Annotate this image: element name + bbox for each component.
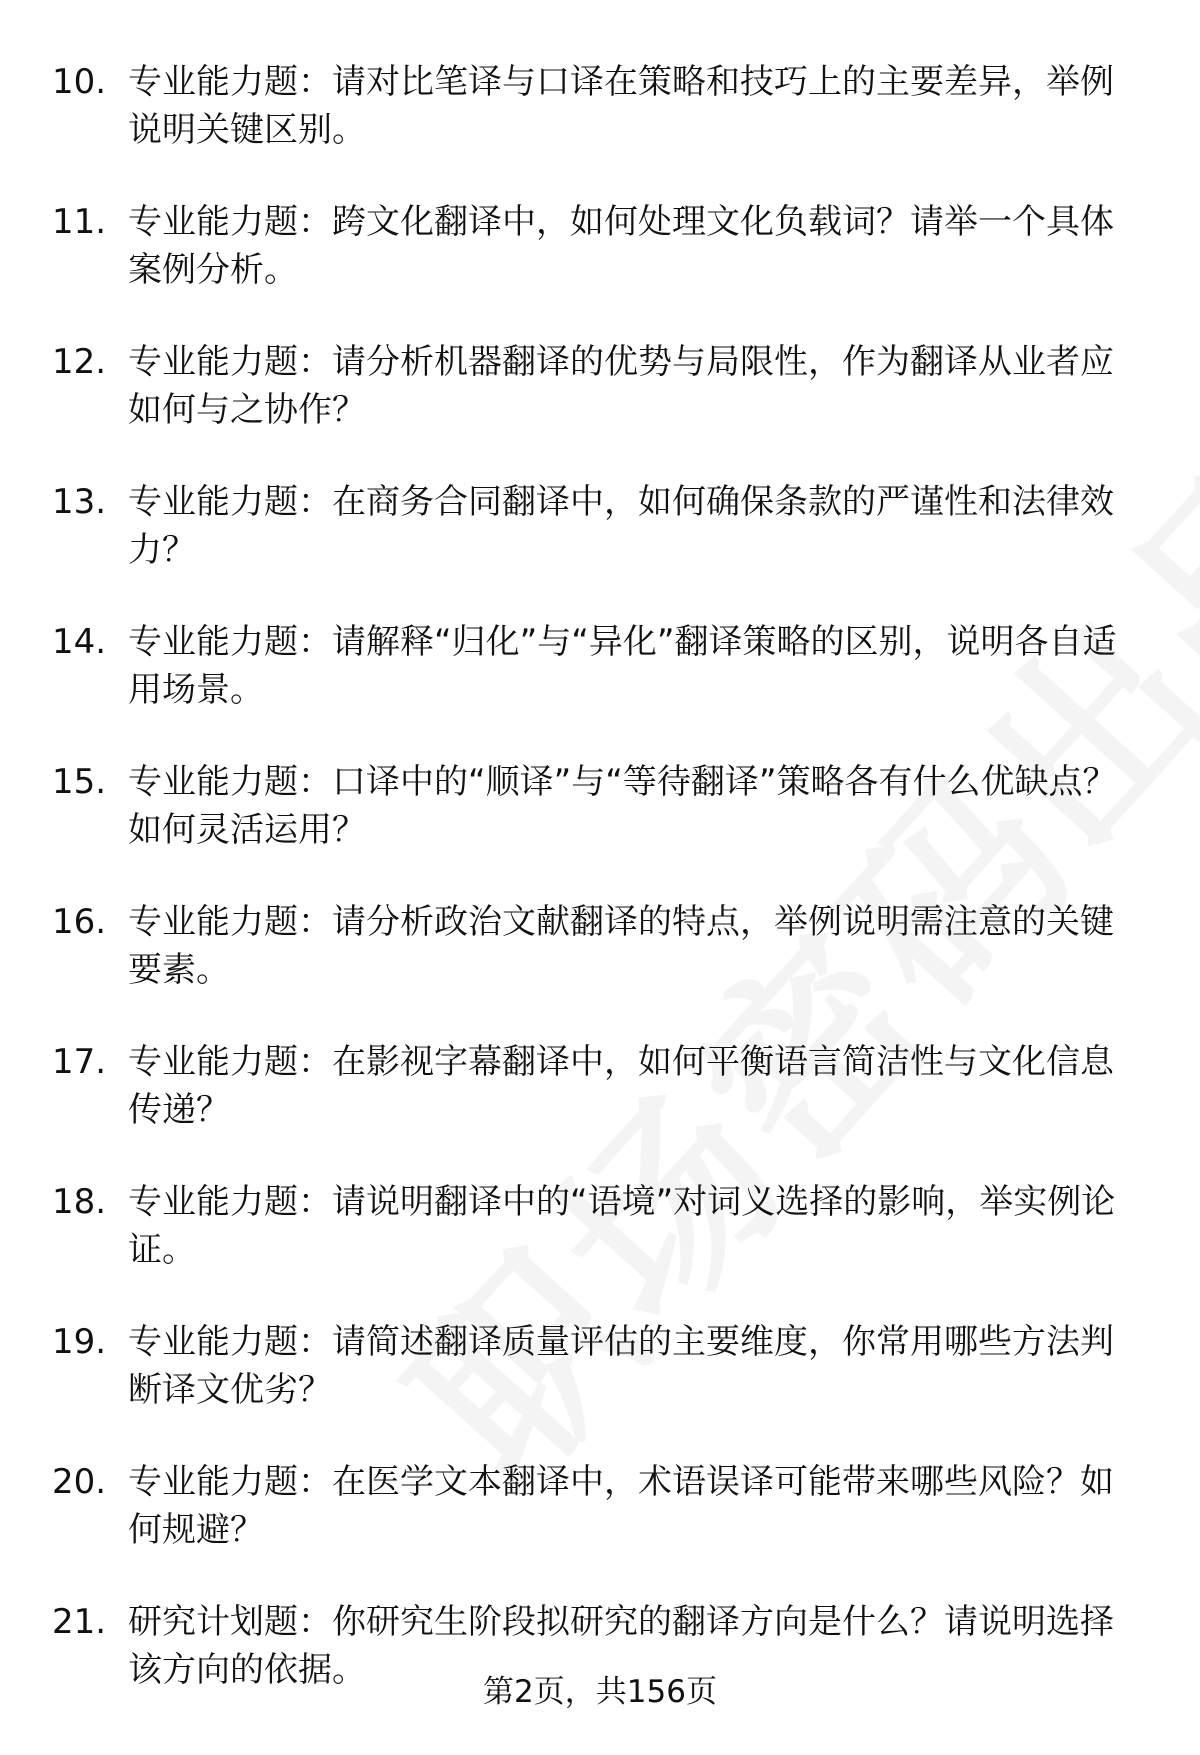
question-text: 专业能力题：请说明翻译中的“语境”对词义选择的影响，举实例论证。 [128, 1182, 1116, 1270]
question-item [52, 338, 1142, 434]
question-text: 专业能力题：请对比笔译与口译在策略和技巧上的主要差异，举例说明关键区别。 [128, 62, 1114, 150]
question-text: 专业能力题：请分析政治文献翻译的特点，举例说明需注意的关键要素。 [128, 902, 1114, 990]
question-text: 专业能力题：在医学文本翻译中，术语误译可能带来哪些风险？如何规避？ [128, 1462, 1114, 1550]
question-number: 10. [52, 62, 107, 102]
question-item [52, 898, 1142, 994]
question-text: 专业能力题：跨文化翻译中，如何处理文化负载词？请举一个具体案例分析。 [128, 202, 1114, 290]
question-text: 专业能力题：请分析机器翻译的优势与局限性，作为翻译从业者应如何与之协作？ [128, 342, 1114, 430]
question-item [52, 478, 1142, 574]
question-list [52, 58, 1142, 1738]
page-footer: 第2页，共156页 [483, 1674, 717, 1710]
question-text: 专业能力题：在影视字幕翻译中，如何平衡语言简洁性与文化信息传递？ [128, 1042, 1114, 1130]
question-item [52, 618, 1142, 714]
question-number: 12. [52, 342, 107, 382]
question-item [52, 1318, 1142, 1414]
question-item [52, 58, 1142, 154]
question-item [52, 1178, 1142, 1274]
question-number: 13. [52, 482, 107, 522]
question-item [52, 1038, 1142, 1134]
question-item [52, 198, 1142, 294]
question-item [52, 758, 1142, 854]
question-number: 16. [52, 902, 107, 942]
question-number: 11. [52, 202, 107, 242]
question-number: 20. [52, 1462, 107, 1502]
question-text: 专业能力题：在商务合同翻译中，如何确保条款的严谨性和法律效力？ [128, 482, 1114, 570]
question-number: 15. [52, 762, 107, 802]
question-number: 21. [52, 1602, 107, 1642]
question-text: 专业能力题：请解释“归化”与“异化”翻译策略的区别，说明各自适用场景。 [128, 622, 1117, 710]
question-number: 17. [52, 1042, 107, 1082]
question-text: 专业能力题：口译中的“顺译”与“等待翻译”策略各有什么优缺点？如何灵活运用？ [128, 762, 1117, 850]
question-text: 研究计划题：你研究生阶段拟研究的翻译方向是什么？请说明选择该方向的依据。 [128, 1602, 1114, 1690]
question-number: 19. [52, 1322, 107, 1362]
question-item [52, 1458, 1142, 1554]
question-text: 专业能力题：请简述翻译质量评估的主要维度，你常用哪些方法判断译文优劣？ [128, 1322, 1114, 1410]
question-number: 14. [52, 622, 107, 662]
question-number: 18. [52, 1182, 107, 1222]
